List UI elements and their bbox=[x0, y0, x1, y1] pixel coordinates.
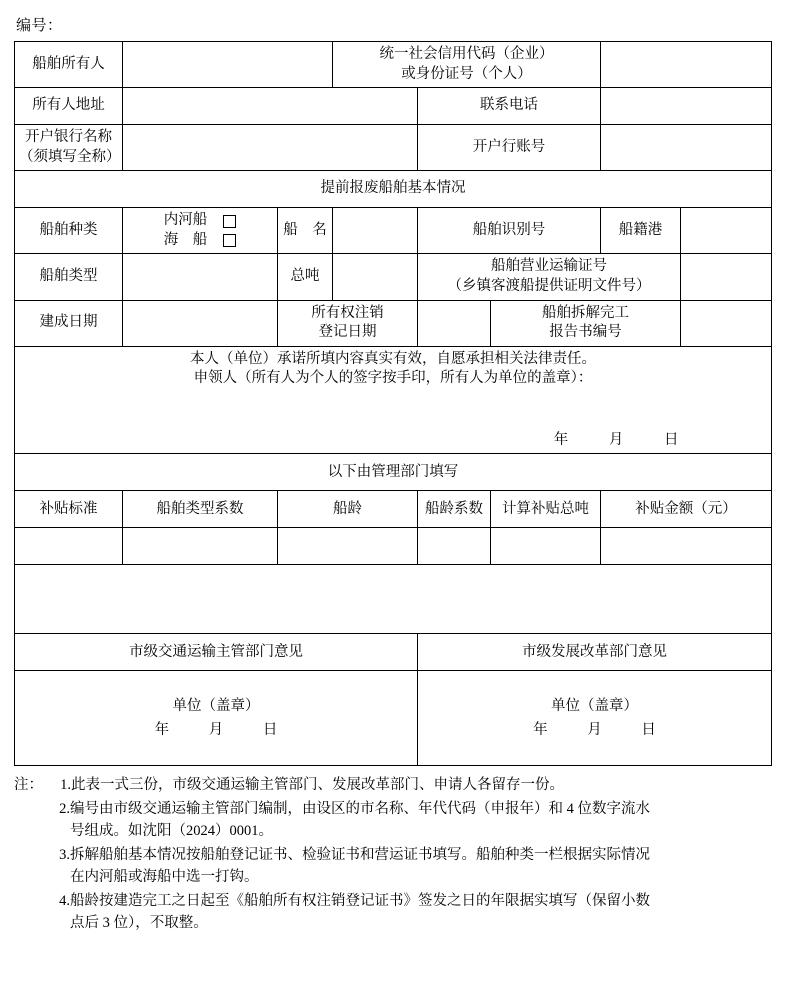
calc-subsidy-tonnage-header: 计算补贴总吨 bbox=[491, 491, 601, 528]
ship-name-value-cell[interactable] bbox=[333, 208, 418, 254]
ship-type-coef-value[interactable] bbox=[123, 528, 278, 565]
note-text: 编号由市级交通运输主管部门编制，由设区的市名称、年代代码（申报年）和 4 位数字流水 bbox=[70, 800, 650, 817]
ship-kind-inland-option[interactable] bbox=[164, 211, 237, 231]
note-text: 拆解船舶基本情况按船舶登记证书、检验证书和营运证书填写。船舶种类一栏根据实际情况 bbox=[70, 846, 650, 863]
notes-label: 注： bbox=[14, 777, 43, 794]
ownership-cancel-label-line2: 登记日期 bbox=[318, 324, 377, 341]
note-number: 2. bbox=[59, 800, 70, 817]
table-row bbox=[15, 208, 772, 254]
table-row bbox=[15, 491, 772, 528]
owner-address-label-cell: 所有人地址 bbox=[15, 88, 123, 125]
note-item bbox=[44, 798, 773, 843]
table-row bbox=[15, 88, 772, 125]
note-text: 点后 3 位），不取整。 bbox=[70, 915, 208, 932]
ownership-cancel-value-cell[interactable] bbox=[418, 300, 491, 346]
note-text: 船龄按建造完工之日起至《船舶所有权注销登记证书》签发之日的年限据实填写（保留小数 bbox=[70, 892, 650, 909]
owner-address-value-cell[interactable] bbox=[123, 88, 418, 125]
transport-cert-label-cell bbox=[418, 254, 681, 300]
dismantle-report-label-line1: 船舶拆解完工 bbox=[542, 304, 629, 321]
table-row bbox=[15, 300, 772, 346]
transport-cert-label-line1: 船舶营业运输证号 bbox=[491, 258, 607, 275]
table-row bbox=[15, 565, 772, 634]
transport-stamp-label: 单位（盖章） bbox=[172, 697, 260, 714]
applicant-date-line bbox=[19, 431, 767, 451]
table-row bbox=[15, 346, 772, 454]
subsidy-amount-header: 补贴金额（元） bbox=[601, 491, 772, 528]
gross-tonnage-value-cell[interactable] bbox=[333, 254, 418, 300]
transport-cert-label-line2: （乡镇客渡船提供证明文件号） bbox=[447, 277, 651, 294]
bank-name-label-line2: （须填写全称） bbox=[19, 148, 121, 165]
note-text: 在内河船或海船中选一打钩。 bbox=[70, 869, 259, 886]
credit-code-value-cell[interactable] bbox=[601, 42, 772, 88]
table-row bbox=[15, 125, 772, 171]
subsidy-standard-value[interactable] bbox=[15, 528, 123, 565]
date-day-label: 日 bbox=[641, 722, 656, 739]
ship-type-coef-header: 船舶类型系数 bbox=[123, 491, 278, 528]
note-text: 号组成。如沈阳（2024）0001。 bbox=[70, 823, 273, 840]
ship-age-value[interactable] bbox=[278, 528, 418, 565]
bank-name-value-cell[interactable] bbox=[123, 125, 418, 171]
declaration-line-2: 申领人（所有人为个人的签字按手印，所有人为单位的盖章）： bbox=[193, 370, 593, 387]
note-item bbox=[44, 890, 773, 935]
contact-phone-label-cell: 联系电话 bbox=[418, 88, 601, 125]
application-form-table bbox=[14, 41, 772, 766]
note-text: 此表一式三份，市级交通运输主管部门、发展改革部门、申请人各留存一份。 bbox=[71, 777, 564, 794]
date-year-label: 年 bbox=[553, 431, 569, 448]
bank-name-label-cell bbox=[15, 125, 123, 171]
note-number: 1. bbox=[60, 777, 71, 794]
ship-kind-inland-label: 内河船 bbox=[163, 212, 208, 229]
subsidy-standard-header: 补贴标准 bbox=[15, 491, 123, 528]
reform-opinion-cell[interactable] bbox=[418, 671, 772, 766]
bank-account-value-cell[interactable] bbox=[601, 125, 772, 171]
ship-port-label-cell: 船籍港 bbox=[601, 208, 681, 254]
ship-kind-sea-label: 海 船 bbox=[163, 231, 208, 248]
ship-age-coef-header: 船龄系数 bbox=[418, 491, 491, 528]
subsidy-amount-value[interactable] bbox=[601, 528, 772, 565]
ship-port-value-cell[interactable] bbox=[681, 208, 772, 254]
date-month-label: 月 bbox=[208, 722, 224, 739]
reform-opinion-header: 市级发展改革部门意见 bbox=[418, 634, 772, 671]
build-date-label-cell: 建成日期 bbox=[15, 300, 123, 346]
reform-stamp-label: 单位（盖章） bbox=[551, 697, 638, 714]
ownership-cancel-label-cell bbox=[278, 300, 418, 346]
ship-kind-options-cell bbox=[123, 208, 278, 254]
build-date-value-cell[interactable] bbox=[123, 300, 278, 346]
contact-phone-value-cell[interactable] bbox=[601, 88, 772, 125]
checkbox-icon[interactable] bbox=[223, 234, 236, 247]
ship-id-label-cell: 船舶识别号 bbox=[418, 208, 601, 254]
reform-date-line bbox=[422, 718, 767, 743]
dismantle-report-label-cell bbox=[491, 300, 681, 346]
admin-notes-blank-cell[interactable] bbox=[15, 565, 772, 634]
ownership-cancel-label-line1: 所有权注销 bbox=[311, 304, 384, 321]
note-item bbox=[14, 774, 773, 796]
date-year-label: 年 bbox=[533, 722, 548, 739]
credit-code-label-line1: 统一社会信用代码（企业） bbox=[379, 46, 554, 62]
date-day-label: 日 bbox=[664, 431, 679, 448]
table-row bbox=[15, 254, 772, 300]
section-basic-title: 提前报废船舶基本情况 bbox=[15, 171, 772, 208]
declaration-line-1: 本人（单位）承诺所填内容真实有效，自愿承担相关法律责任。 bbox=[190, 350, 596, 367]
notes-section bbox=[14, 774, 773, 934]
dismantle-report-value-cell[interactable] bbox=[681, 300, 772, 346]
note-number: 3. bbox=[59, 846, 70, 863]
transport-opinion-header: 市级交通运输主管部门意见 bbox=[15, 634, 418, 671]
ship-type-value-cell[interactable] bbox=[123, 254, 278, 300]
table-row bbox=[15, 671, 772, 766]
ship-kind-label-cell: 船舶种类 bbox=[15, 208, 123, 254]
date-year-label: 年 bbox=[154, 722, 170, 739]
date-month-label: 月 bbox=[587, 722, 602, 739]
owner-value-cell[interactable] bbox=[123, 42, 333, 88]
admin-section-title: 以下由管理部门填写 bbox=[15, 454, 772, 491]
date-month-label: 月 bbox=[608, 431, 624, 448]
transport-date-line bbox=[19, 718, 413, 743]
checkbox-icon[interactable] bbox=[223, 215, 236, 228]
note-number: 4. bbox=[59, 892, 70, 909]
credit-code-label-line2: 或身份证号（个人） bbox=[401, 65, 532, 82]
transport-opinion-cell[interactable] bbox=[15, 671, 418, 766]
dismantle-report-label-line2: 报告书编号 bbox=[549, 324, 622, 341]
table-row bbox=[15, 528, 772, 565]
table-row bbox=[15, 634, 772, 671]
credit-code-label-cell bbox=[333, 42, 601, 88]
bank-account-label-cell: 开户行账号 bbox=[418, 125, 601, 171]
ship-name-label-cell: 船 名 bbox=[278, 208, 333, 254]
ship-kind-sea-option[interactable] bbox=[164, 231, 237, 251]
table-row bbox=[15, 454, 772, 491]
date-day-label: 日 bbox=[262, 722, 278, 739]
document-number-label: 编号： bbox=[16, 18, 63, 34]
table-row bbox=[15, 171, 772, 208]
ship-type-label-cell: 船舶类型 bbox=[15, 254, 123, 300]
note-item bbox=[44, 844, 773, 889]
transport-cert-value-cell[interactable] bbox=[681, 254, 772, 300]
ship-age-header: 船龄 bbox=[278, 491, 418, 528]
table-row bbox=[15, 42, 772, 88]
gross-tonnage-label-cell: 总吨 bbox=[278, 254, 333, 300]
bank-name-label-line1: 开户银行名称 bbox=[25, 129, 112, 146]
owner-label-cell: 船舶所有人 bbox=[15, 42, 123, 88]
calc-subsidy-tonnage-value[interactable] bbox=[491, 528, 601, 565]
declaration-cell bbox=[15, 346, 772, 454]
ship-age-coef-value[interactable] bbox=[418, 528, 491, 565]
